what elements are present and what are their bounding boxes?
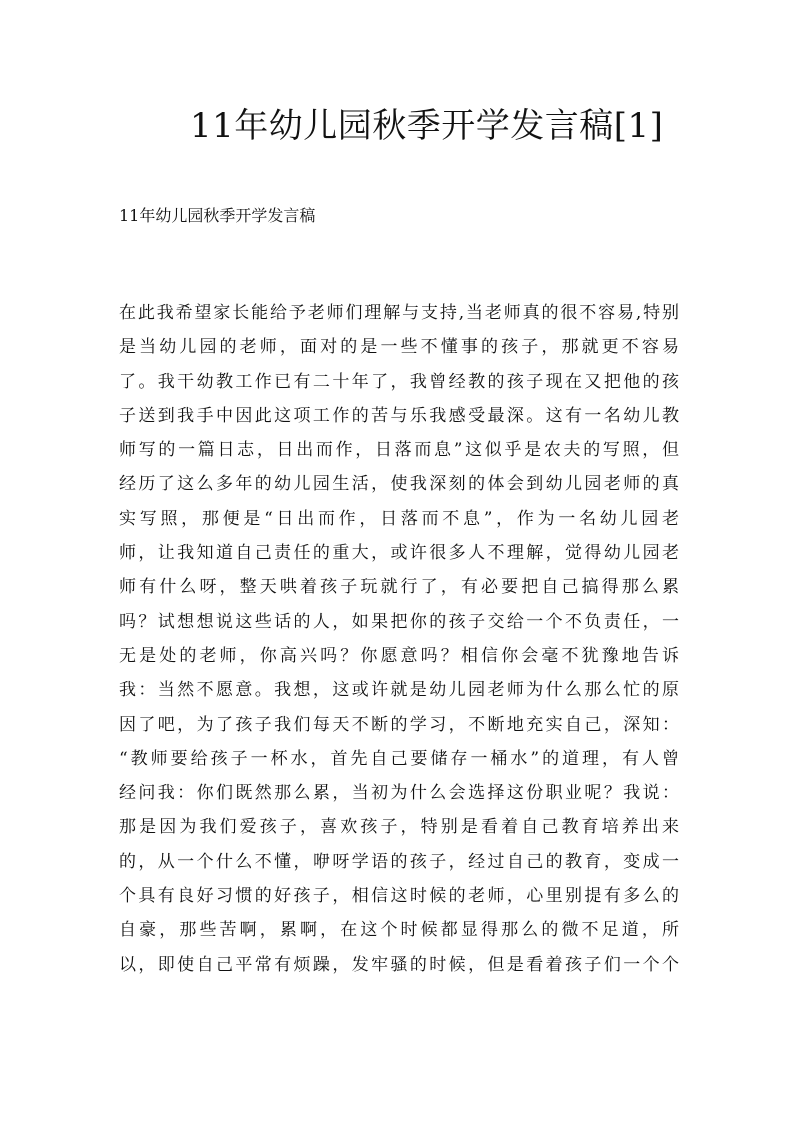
paragraph-line: 师，让我知道自己责任的重大，或许很多人不理解，觉得幼儿园老	[119, 543, 679, 564]
paragraph-line: 我：当然不愿意。我想，这或许就是幼儿园老师为什么那么忙的原	[119, 680, 679, 701]
paragraph-line: 吗？试想想说这些话的人，如果把你的孩子交给一个不负责任，一	[119, 611, 679, 632]
paragraph-line: 经问我：你们既然那么累，当初为什么会选择这份职业呢？我说：	[119, 783, 679, 804]
paragraph-line: 子送到我手中因此这项工作的苦与乐我感受最深。这有一名幼儿教	[119, 405, 679, 426]
paragraph-line: 师写的一篇日志，日出而作，日落而息”这似乎是农夫的写照，但	[119, 440, 679, 461]
paragraph-line: 在此我希望家长能给予老师们理解与支持,当老师真的很不容易,特别	[119, 303, 679, 323]
paragraph-line: 经历了这么多年的幼儿园生活，使我深刻的体会到幼儿园老师的真	[119, 474, 679, 495]
paragraph-line: 因了吧，为了孩子我们每天不断的学习，不断地充实自己，深知：	[119, 714, 679, 735]
paragraph-line: 的，从一个什么不懂，咿呀学语的孩子，经过自己的教育，变成一	[119, 851, 679, 872]
paragraph-line: 了。我干幼教工作已有二十年了，我曾经教的孩子现在又把他的孩	[119, 371, 679, 392]
body-paragraph	[119, 296, 679, 982]
paragraph-line: 实写照，那便是“日出而作，日落而不息”，作为一名幼儿园老	[119, 508, 679, 529]
paragraph-line: 以，即使自己平常有烦躁，发牢骚的时候，但是看着孩子们一个个	[119, 954, 679, 975]
paragraph-line: 是当幼儿园的老师，面对的是一些不懂事的孩子，那就更不容易	[119, 337, 679, 358]
document-title: 11年幼儿园秋季开学发言稿[1]	[190, 106, 664, 146]
paragraph-line: 无是处的老师，你高兴吗？你愿意吗？相信你会毫不犹豫地告诉	[119, 645, 679, 666]
paragraph-line: “教师要给孩子一杯水，首先自己要储存一桶水”的道理，有人曾	[119, 748, 679, 769]
paragraph-line: 自豪，那些苦啊，累啊，在这个时候都显得那么的微不足道，所	[119, 920, 679, 941]
paragraph-line: 师有什么呀，整天哄着孩子玩就行了，有必要把自己搞得那么累	[119, 577, 679, 598]
paragraph-line: 那是因为我们爱孩子，喜欢孩子，特别是看着自己教育培养出来	[119, 817, 679, 838]
paragraph-line: 个具有良好习惯的好孩子，相信这时候的老师，心里别提有多么的	[119, 886, 679, 907]
document-subtitle: 11年幼儿园秋季开学发言稿	[119, 206, 316, 225]
